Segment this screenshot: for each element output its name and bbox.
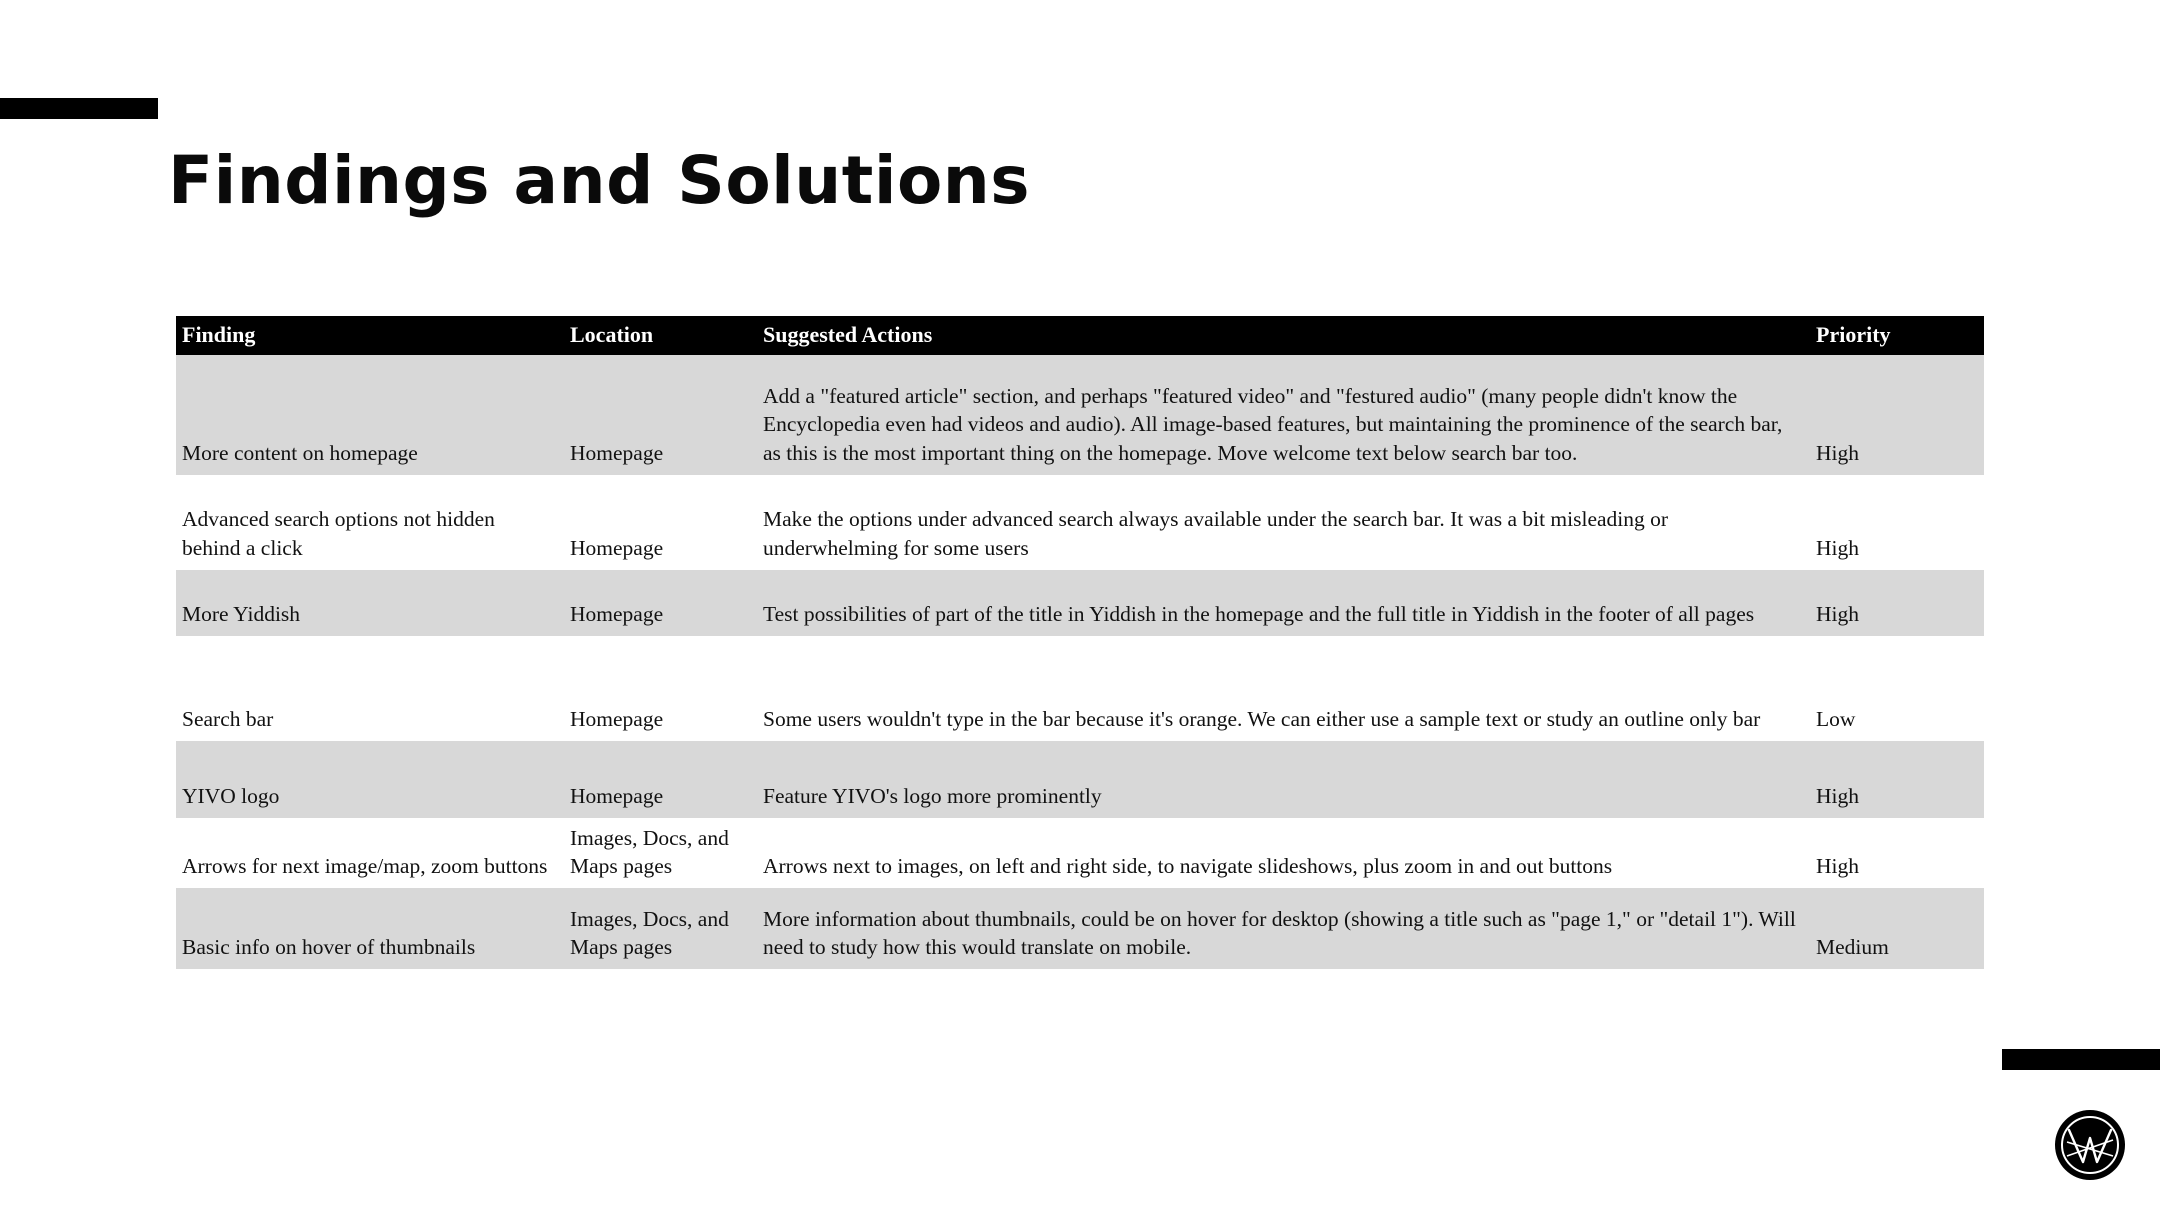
- cell-location: Images, Docs, and Maps pages: [564, 818, 757, 888]
- bottom-accent-bar: [2002, 1049, 2160, 1070]
- cell-finding: Basic info on hover of thumbnails: [176, 888, 564, 969]
- cell-actions: More information about thumbnails, could be on hover for desktop (showing a title such as "page 1," or "detail 1"). Will need to study how this would translate on mobile.: [757, 888, 1810, 969]
- cell-actions: Test possibilities of part of the title in Yiddish in the homepage and the full title in Yiddish in the footer of all pages: [757, 570, 1810, 636]
- table-row: [176, 570, 1984, 636]
- cell-finding: Arrows for next image/map, zoom buttons: [176, 818, 564, 888]
- cell-actions: Add a "featured article" section, and perhaps "featured video" and "festured audio" (many people didn't know the Encyclopedia even had videos and audio). All image-based features, but maintaining the prominence of the search bar, as this is the most important thing on the homepage. Move welcome text below search bar too.: [757, 355, 1810, 475]
- cell-finding: YIVO logo: [176, 741, 564, 818]
- cell-priority: High: [1810, 475, 1984, 570]
- cell-finding: More Yiddish: [176, 570, 564, 636]
- top-accent-bar: [0, 98, 158, 119]
- cell-priority: High: [1810, 818, 1984, 888]
- cell-finding: Search bar: [176, 636, 564, 741]
- cell-priority: High: [1810, 355, 1984, 475]
- cell-actions: Make the options under advanced search always available under the search bar. It was a bit misleading or underwhelming for some users: [757, 475, 1810, 570]
- column-header-location: Location: [564, 316, 757, 355]
- cell-priority: High: [1810, 570, 1984, 636]
- page-title: Findings and Solutions: [168, 142, 1031, 219]
- cell-actions: Feature YIVO's logo more prominently: [757, 741, 1810, 818]
- column-header-actions: Suggested Actions: [757, 316, 1810, 355]
- cell-location: Homepage: [564, 636, 757, 741]
- table-row: [176, 818, 1984, 888]
- cell-priority: Medium: [1810, 888, 1984, 969]
- table-row: [176, 636, 1984, 741]
- cell-priority: Low: [1810, 636, 1984, 741]
- cell-location: Homepage: [564, 741, 757, 818]
- table-row: [176, 741, 1984, 818]
- table-row: [176, 888, 1984, 969]
- cell-actions: Some users wouldn't type in the bar because it's orange. We can either use a sample text or study an outline only bar: [757, 636, 1810, 741]
- findings-table-container: [176, 316, 1984, 969]
- table-row: [176, 355, 1984, 475]
- cell-location: Images, Docs, and Maps pages: [564, 888, 757, 969]
- cell-finding: Advanced search options not hidden behind a click: [176, 475, 564, 570]
- column-header-finding: Finding: [176, 316, 564, 355]
- cell-finding: More content on homepage: [176, 355, 564, 475]
- cell-location: Homepage: [564, 570, 757, 636]
- column-header-priority: Priority: [1810, 316, 1984, 355]
- cell-priority: High: [1810, 741, 1984, 818]
- monogram-logo-icon: [2053, 1108, 2127, 1182]
- table-header-row: [176, 316, 1984, 355]
- findings-table: [176, 316, 1984, 969]
- cell-location: Homepage: [564, 355, 757, 475]
- cell-actions: Arrows next to images, on left and right side, to navigate slideshows, plus zoom in and out buttons: [757, 818, 1810, 888]
- table-row: [176, 475, 1984, 570]
- cell-location: Homepage: [564, 475, 757, 570]
